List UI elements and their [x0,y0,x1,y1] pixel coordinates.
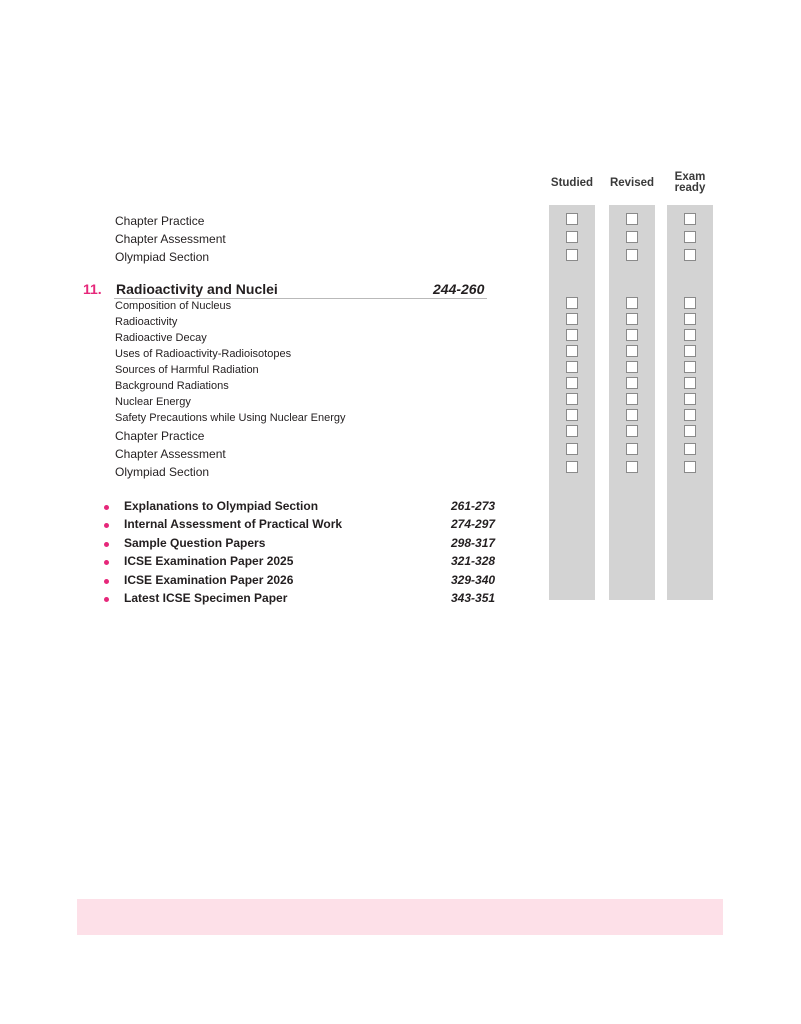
prev-item-chapter-assessment: Chapter Assessment [115,232,226,246]
extra-label: Latest ICSE Specimen Paper [124,591,288,605]
extra-label: ICSE Examination Paper 2026 [124,573,294,587]
revised-checkbox[interactable] [626,393,638,405]
footer-band [77,899,723,935]
exam-ready-checkbox[interactable] [684,377,696,389]
extra-pages: 274-297 [451,517,496,531]
topic-item: Uses of Radioactivity-Radioisotopes [115,348,292,360]
bullet-icon [104,542,109,547]
exam-ready-checkbox[interactable] [684,425,696,437]
exam-ready-checkbox[interactable] [684,393,696,405]
studied-checkbox[interactable] [566,443,578,455]
chapter-title: Radioactivity and Nuclei [116,281,278,297]
exam-ready-checkbox[interactable] [684,329,696,341]
exam-ready-line1: Exam [674,171,706,183]
chapter-number: 11. [83,281,102,297]
exam-ready-checkbox[interactable] [684,345,696,357]
topic-item: Composition of Nucleus [115,300,232,312]
bullet-icon [104,505,109,510]
studied-checkbox[interactable] [566,313,578,325]
exam-ready-checkbox[interactable] [684,213,696,225]
extra-pages: 329-340 [451,573,496,587]
studied-checkbox[interactable] [566,345,578,357]
revised-checkbox[interactable] [626,361,638,373]
exam-ready-checkbox[interactable] [684,361,696,373]
revised-checkbox[interactable] [626,231,638,243]
revised-checkbox[interactable] [626,329,638,341]
exam-ready-checkbox[interactable] [684,443,696,455]
revised-checkbox[interactable] [626,443,638,455]
revised-checkbox[interactable] [626,313,638,325]
topic-item: Background Radiations [115,380,229,392]
extra-pages: 321-328 [451,554,496,568]
studied-checkbox[interactable] [566,461,578,473]
topic-item: Sources of Harmful Radiation [115,364,259,376]
chapter-item-assessment: Chapter Assessment [115,447,226,461]
extra-pages: 298-317 [451,536,496,550]
chapter-item-olympiad: Olympiad Section [115,465,210,479]
exam-ready-checkbox[interactable] [684,409,696,421]
exam-ready-checkbox[interactable] [684,313,696,325]
exam-ready-checkbox[interactable] [684,297,696,309]
extra-pages: 261-273 [451,499,496,513]
studied-checkbox[interactable] [566,409,578,421]
topic-item: Radioactivity [115,316,178,328]
exam-ready-checkbox[interactable] [684,231,696,243]
exam-ready-checkbox[interactable] [684,461,696,473]
extra-pages: 343-351 [451,591,496,605]
chapter-divider [114,298,487,299]
revised-column-header: Revised [609,177,655,189]
revised-checkbox[interactable] [626,409,638,421]
bullet-icon [104,560,109,565]
studied-checkbox[interactable] [566,425,578,437]
studied-column-header: Studied [550,177,594,189]
revised-checkbox[interactable] [626,461,638,473]
revised-checkbox[interactable] [626,425,638,437]
exam-ready-column-header [666,172,714,194]
topic-item: Safety Precautions while Using Nuclear Energy [115,412,346,424]
studied-checkbox[interactable] [566,213,578,225]
topic-item: Radioactive Decay [115,332,207,344]
extra-label: Explanations to Olympiad Section [124,499,319,513]
extra-label: ICSE Examination Paper 2025 [124,554,294,568]
prev-item-olympiad-section: Olympiad Section [115,250,210,264]
revised-checkbox[interactable] [626,213,638,225]
prev-item-chapter-practice: Chapter Practice [115,214,205,228]
topic-item: Nuclear Energy [115,396,191,408]
revised-checkbox[interactable] [626,297,638,309]
bullet-icon [104,523,109,528]
bullet-icon [104,597,109,602]
studied-checkbox[interactable] [566,393,578,405]
chapter-item-practice: Chapter Practice [115,429,205,443]
studied-checkbox[interactable] [566,329,578,341]
exam-ready-line2: ready [674,182,706,194]
revised-checkbox[interactable] [626,345,638,357]
studied-checkbox[interactable] [566,231,578,243]
bullet-icon [104,579,109,584]
revised-checkbox[interactable] [626,377,638,389]
chapter-pages: 244-260 [433,281,485,297]
studied-checkbox[interactable] [566,297,578,309]
studied-checkbox[interactable] [566,361,578,373]
revised-checkbox[interactable] [626,249,638,261]
extra-label: Internal Assessment of Practical Work [124,517,343,531]
exam-ready-checkbox[interactable] [684,249,696,261]
extra-label: Sample Question Papers [124,536,266,550]
studied-checkbox[interactable] [566,377,578,389]
studied-checkbox[interactable] [566,249,578,261]
